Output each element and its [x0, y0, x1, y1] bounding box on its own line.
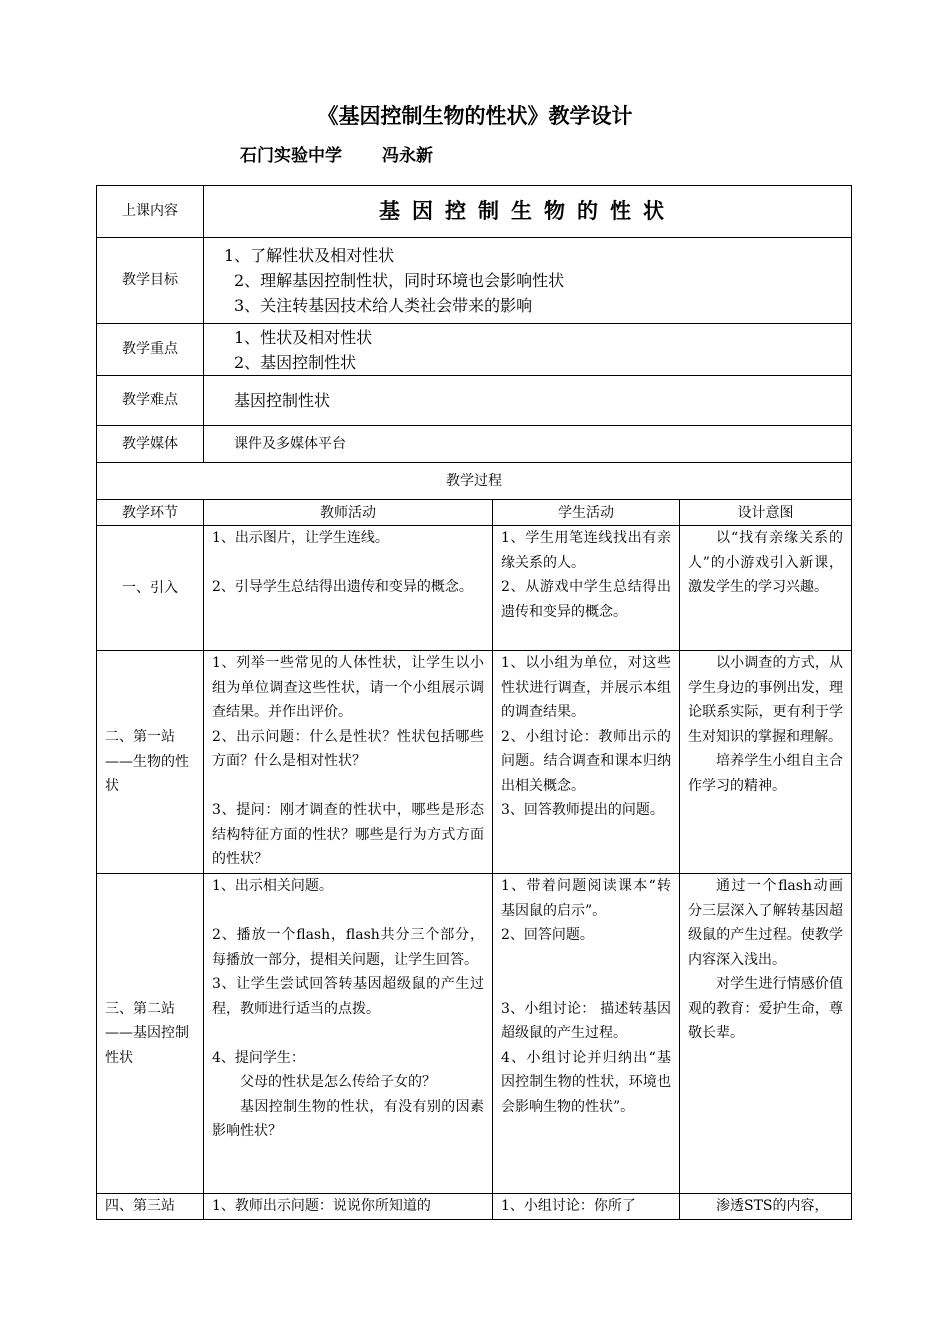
student-cell	[493, 651, 680, 874]
teacher-gap	[212, 1021, 484, 1046]
author-line	[240, 141, 473, 166]
stage-cell: 四、第三站	[97, 1194, 204, 1220]
header-student: 学生活动	[493, 500, 680, 526]
focus-item: 1、性状及相对性状	[234, 327, 373, 347]
teacher-gap	[212, 551, 484, 576]
intent-line: 以小调查的方式，从学生身边的事例出发，理论联系实际，更有利于学生对知识的掌握和理解。	[688, 655, 843, 745]
teacher-line: 父母的性状是怎么传给子女的？	[240, 1074, 436, 1090]
header-intent: 设计意图	[680, 500, 852, 526]
header-teacher: 教师活动	[204, 500, 493, 526]
intent-line: 以“找有亲缘关系的人”的小游戏引入新课，激发学生的学习兴趣。	[688, 530, 843, 595]
content-value: 基因控制生物的性状	[204, 186, 852, 238]
student-line: 1、以小组为单位，对这些性状进行调查，并展示本组的调查结果。	[501, 655, 671, 720]
process-header-row	[97, 500, 852, 526]
teacher-line: 4、提问学生：	[212, 1049, 305, 1066]
school-name: 石门实验中学	[240, 146, 342, 166]
author-name: 冯永新	[382, 146, 433, 166]
document-title: 《基因控制生物的性状》教学设计	[317, 103, 633, 128]
student-line: 3、小组讨论： 描述转基因超级鼠的产生过程。	[501, 1000, 671, 1041]
intent-cell	[680, 1194, 852, 1220]
teacher-line: 3、让学生尝试回答转基因超级鼠的产生过程，教师进行适当的点拨。	[212, 976, 484, 1017]
intent-line: 通过一个flash动画分三层深入了解转基因超级鼠的产生过程。使教学内容深入浅出。	[688, 878, 843, 968]
media-row	[97, 426, 852, 463]
student-line: 1、学生用笔连线找出有亲缘关系的人。	[501, 530, 671, 571]
teacher-line: 1、出示相关问题。	[212, 878, 333, 894]
intent-line: 对学生进行情感价值观的教育：爱护生命，尊敬长辈。	[688, 976, 843, 1041]
process-row-station3	[97, 1194, 852, 1220]
teacher-cell	[204, 1194, 493, 1220]
process-row-intro	[97, 526, 852, 651]
difficulty-label: 教学难点	[97, 376, 204, 426]
header-stage: 教学环节	[97, 500, 204, 526]
difficulty-value: 基因控制性状	[204, 376, 852, 426]
intent-cell	[680, 526, 852, 651]
focus-label: 教学重点	[97, 324, 204, 376]
intent-line: 培养学生小组自主合作学习的精神。	[688, 753, 843, 794]
teacher-cell	[204, 526, 493, 651]
process-row-station2	[97, 874, 852, 1194]
difficulty-row	[97, 376, 852, 426]
goal-item: 2、理解基因控制性状，同时环境也会影响性状	[234, 271, 565, 290]
student-line: 1、小组讨论：你所了	[501, 1198, 636, 1214]
process-title: 教学过程	[97, 463, 852, 500]
student-line: 1、带着问题阅读课本“转基因鼠的启示”。	[501, 878, 671, 919]
teacher-gap	[212, 774, 484, 799]
content-label: 上课内容	[97, 186, 204, 238]
goals-row	[97, 238, 852, 324]
process-title-row	[97, 463, 852, 500]
student-gap	[501, 948, 671, 973]
student-line: 2、小组讨论：教师出示的问题。结合调查和课本归纳出相关概念。	[501, 728, 671, 794]
teacher-line: 基因控制生物的性状，有没有别的因素影响性状？	[212, 1098, 484, 1139]
content-row	[97, 186, 852, 238]
teacher-line: 3、提问：刚才调查的性状中，哪些是形态结构特征方面的性状？哪些是行为方式方面的性状？	[212, 802, 484, 867]
process-row-station1	[97, 651, 852, 874]
teacher-line: 1、出示图片，让学生连线。	[212, 530, 389, 546]
stage-cell: 三、第二站——基因控制性状	[97, 874, 204, 1194]
student-cell	[493, 526, 680, 651]
teacher-line: 1、列举一些常见的人体性状，让学生以小组为单位调查这些性状，请一个小组展示调查结果。并作出评价。	[212, 655, 484, 720]
stage-cell: 一、引入	[97, 526, 204, 651]
teacher-cell	[204, 651, 493, 874]
intent-line: 渗透STS的内容，	[716, 1198, 829, 1214]
student-gap	[501, 972, 671, 997]
teacher-cell	[204, 874, 493, 1194]
student-cell	[493, 1194, 680, 1220]
teacher-line: 2、出示问题：什么是性状？性状包括哪些方面？什么是相对性状？	[212, 728, 484, 769]
media-label: 教学媒体	[97, 426, 204, 463]
goals-label: 教学目标	[97, 238, 204, 324]
stage-cell: 二、第一站——生物的性状	[97, 651, 204, 874]
media-value: 课件及多媒体平台	[204, 426, 852, 463]
student-line: 2、从游戏中学生总结得出遗传和变异的概念。	[501, 579, 671, 620]
student-line: 4、小组讨论并归纳出“基因控制生物的性状，环境也会影响生物的性状”。	[501, 1049, 671, 1115]
teacher-line: 1、教师出示问题：说说你所知道的	[212, 1198, 431, 1214]
intent-cell	[680, 874, 852, 1194]
student-cell	[493, 874, 680, 1194]
goals-cell	[204, 238, 852, 324]
focus-cell	[204, 324, 852, 376]
goal-item: 1、了解性状及相对性状	[224, 246, 395, 265]
teacher-line: 2、引导学生总结得出遗传和变异的概念。	[212, 579, 473, 595]
teacher-line: 2、播放一个flash，flash共分三个部分，每播放一部分，提相关问题，让学生回答。	[212, 927, 484, 968]
student-line: 3、回答教师提出的问题。	[501, 802, 664, 818]
intent-cell	[680, 651, 852, 874]
lesson-plan-table	[96, 185, 852, 1220]
teacher-gap	[212, 899, 484, 924]
student-line: 2、回答问题。	[501, 927, 594, 943]
goal-item: 3、关注转基因技术给人类社会带来的影响	[234, 296, 533, 315]
focus-item: 2、基因控制性状	[234, 352, 357, 372]
focus-row	[97, 324, 852, 376]
